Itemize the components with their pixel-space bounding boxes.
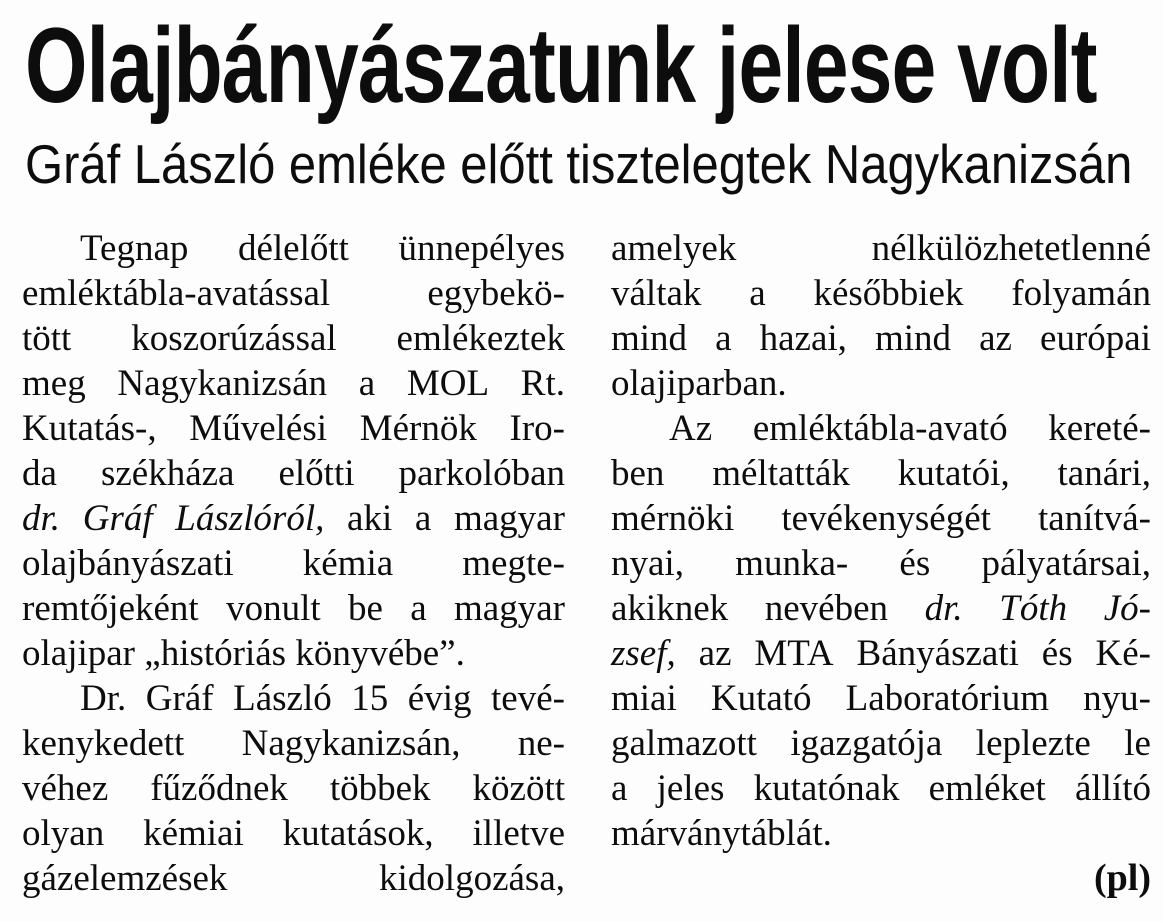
article-body <box>22 226 1151 901</box>
word: dr. <box>22 498 61 539</box>
word: tanítvá- <box>1037 498 1151 539</box>
word: nevében <box>764 588 888 629</box>
word: hazai, <box>759 318 847 359</box>
text-line <box>611 676 1151 721</box>
word: tött <box>22 318 72 359</box>
text-line <box>22 451 565 496</box>
word: vonult <box>226 588 321 629</box>
word: délelőtt <box>237 228 349 269</box>
text-line <box>22 766 565 811</box>
word: kémia <box>302 543 394 584</box>
word: leplezte <box>975 723 1091 764</box>
word: méltatták <box>712 453 850 494</box>
word: évig <box>407 678 472 719</box>
word: a <box>611 768 628 809</box>
word: Dr. <box>80 678 127 719</box>
word: tevékenységét <box>781 498 991 539</box>
word: meg <box>22 363 86 404</box>
word: és <box>899 543 931 584</box>
word: olyan <box>22 813 105 854</box>
word: márványtáblát. <box>611 813 832 854</box>
word: be <box>347 588 383 629</box>
word: olajipar <box>22 633 145 674</box>
word: parkolóban <box>398 453 565 494</box>
word: pályatársai, <box>981 543 1151 584</box>
text-line <box>611 631 1151 676</box>
word: 15 <box>351 678 389 719</box>
text-line <box>611 226 1151 271</box>
word: zsef, <box>611 633 676 674</box>
word: a <box>358 363 376 404</box>
text-line <box>611 721 1151 766</box>
word: kenykedett <box>22 723 185 764</box>
article-column-left <box>22 226 565 901</box>
word: emléktábla-avató <box>752 408 1008 449</box>
text-line <box>611 766 1151 811</box>
word: kémiai <box>143 813 244 854</box>
word: Kutatás-, <box>22 408 157 449</box>
word: Az <box>669 408 713 449</box>
word: Iro- <box>509 408 565 449</box>
word: Laboratórium <box>845 678 1050 719</box>
word: Tegnap <box>80 228 189 269</box>
word: ben <box>611 453 665 494</box>
text-line <box>22 811 565 856</box>
word: Nagykanizsán <box>117 363 327 404</box>
word: mind <box>611 318 688 359</box>
word: kutatások, <box>282 813 434 854</box>
word: olajbányászati <box>22 543 234 584</box>
text-line <box>22 721 565 766</box>
word: miai <box>611 678 677 719</box>
text-line <box>22 316 565 361</box>
text-line <box>22 586 565 631</box>
word: a <box>715 318 732 359</box>
word: tevé- <box>491 678 565 719</box>
text-line <box>22 631 565 676</box>
word: fűződnek <box>150 768 288 809</box>
text-line <box>22 541 565 586</box>
article-headline <box>25 5 1163 125</box>
text-line <box>22 271 565 316</box>
text-line <box>611 586 1151 631</box>
word: könyvébe”. <box>295 633 465 674</box>
word: véhez <box>22 768 109 809</box>
word: kidolgozása, <box>379 858 565 899</box>
word: többek <box>329 768 431 809</box>
word: „históriás <box>144 633 296 674</box>
word: amelyek <box>611 228 737 269</box>
word: gázelemzések <box>22 858 228 899</box>
word: a <box>749 273 766 314</box>
word: aki <box>347 498 393 539</box>
word: mérnöki <box>611 498 735 539</box>
word: európai <box>1040 318 1151 359</box>
word: megte- <box>462 543 565 584</box>
word: da <box>22 453 57 494</box>
word: magyar <box>454 588 565 629</box>
word: emléktábla-avatással <box>22 273 331 314</box>
word: ünnepélyes <box>398 228 565 269</box>
word: magyar <box>453 498 565 539</box>
word: az <box>979 318 1012 359</box>
word: Mérnök <box>359 408 477 449</box>
word: munka- <box>735 543 849 584</box>
word: az <box>698 633 732 674</box>
word: kutatói, <box>897 453 1010 494</box>
word: koszorúzással <box>131 318 337 359</box>
word: le <box>1124 723 1151 764</box>
word: Gráf <box>145 678 214 719</box>
word: Lászlóról, <box>175 498 325 539</box>
text-line <box>611 316 1151 361</box>
text-line <box>611 361 1151 406</box>
word: remtőjeként <box>22 588 199 629</box>
word: kutatónak <box>753 768 900 809</box>
word: (pl) <box>1094 857 1151 899</box>
article-subheadline-text: Gráf László emléke előtt tisztelegtek Nagykanizsán <box>25 133 1133 195</box>
word: váltak <box>611 273 702 314</box>
word: MTA <box>754 633 834 674</box>
word: Gráf <box>82 498 153 539</box>
text-line <box>611 541 1151 586</box>
word: tanári, <box>1057 453 1151 494</box>
word: nyai, <box>611 543 684 584</box>
word: között <box>472 768 565 809</box>
word: Rt. <box>520 363 565 404</box>
article-subheadline <box>25 133 1163 195</box>
text-line <box>22 361 565 406</box>
article-headline-text: Olajbányászatunk jelese volt <box>25 5 1097 125</box>
text-line <box>611 406 1151 451</box>
word: mind <box>874 318 952 359</box>
word: állító <box>1074 768 1151 809</box>
word: Művelési <box>189 408 327 449</box>
text-line <box>611 496 1151 541</box>
article-column-right <box>611 226 1151 901</box>
text-line <box>611 811 1151 856</box>
word: emlékeztek <box>396 318 565 359</box>
text-line <box>611 271 1151 316</box>
word: Bányászati <box>856 633 1019 674</box>
word: dr. <box>924 588 963 629</box>
word: nyu- <box>1083 678 1151 719</box>
text-line <box>22 856 565 901</box>
word: Kutató <box>710 678 812 719</box>
word: galmazott <box>611 723 757 764</box>
word: Jó- <box>1103 588 1151 629</box>
text-line <box>22 496 565 541</box>
text-line <box>611 856 1151 901</box>
word: ne- <box>517 723 565 764</box>
word: a <box>410 588 427 629</box>
word: a <box>414 498 432 539</box>
word: folyamán <box>1011 273 1151 314</box>
word: MOL <box>406 363 490 404</box>
word: előtti <box>278 453 355 494</box>
word: kereté- <box>1048 408 1151 449</box>
word: akiknek <box>611 588 729 629</box>
word: igazgatója <box>790 723 943 764</box>
word: Nagykanizsán, <box>241 723 461 764</box>
text-line <box>22 226 565 271</box>
word: jeles <box>656 768 725 809</box>
text-line <box>22 676 565 721</box>
text-line <box>22 406 565 451</box>
word: és <box>1041 633 1073 674</box>
word: illetve <box>472 813 565 854</box>
text-line <box>611 451 1151 496</box>
word: emléket <box>928 768 1046 809</box>
word: egybekö- <box>427 273 565 314</box>
word: Tóth <box>999 588 1068 629</box>
word: nélkülözhetetlenné <box>871 228 1151 269</box>
word: Ké- <box>1095 633 1151 674</box>
word: olajiparban. <box>611 363 787 404</box>
word: székháza <box>100 453 235 494</box>
word: László <box>233 678 332 719</box>
word: későbbiek <box>813 273 964 314</box>
